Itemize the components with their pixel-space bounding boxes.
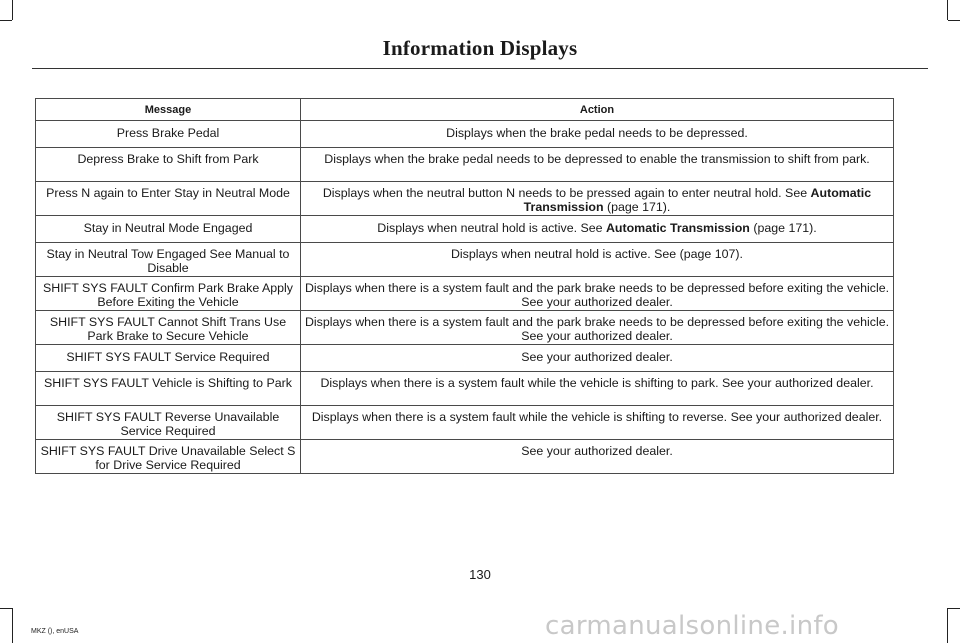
action-text: Displays when the neutral button N needs to be pressed again to enter neutral hold. See (322, 186, 811, 200)
page-number: 130 (469, 567, 491, 582)
cross-reference-link[interactable]: Automatic Transmission (523, 186, 872, 214)
action-cell: See your authorized dealer. (301, 440, 894, 474)
action-cell: Displays when the brake pedal needs to be depressed to enable the transmission to shift from park. (301, 148, 894, 182)
action-cell: Displays when the brake pedal needs to be depressed. (301, 121, 894, 148)
message-cell: SHIFT SYS FAULT Drive Unavailable Select S for Drive Service Required (36, 440, 301, 474)
crop-mark (12, 0, 13, 20)
action-cell: Displays when neutral hold is active. See (page 107). (301, 243, 894, 277)
crop-mark (12, 608, 13, 643)
message-cell: Press N again to Enter Stay in Neutral Mode (36, 182, 301, 216)
action-cell: See your authorized dealer. (301, 345, 894, 372)
table-row (36, 148, 894, 182)
table-row (36, 121, 894, 148)
table-row (36, 277, 894, 311)
table-row (36, 440, 894, 474)
column-header-action: Action (301, 99, 894, 121)
crop-mark (947, 608, 948, 643)
document-code: MKZ (), enUSA (31, 628, 79, 635)
message-cell: Depress Brake to Shift from Park (36, 148, 301, 182)
title-divider (32, 68, 928, 69)
message-cell: SHIFT SYS FAULT Confirm Park Brake Apply Before Exiting the Vehicle (36, 277, 301, 311)
action-text: Displays when neutral hold is active. See (377, 221, 606, 235)
watermark: carmanualsonline.info (545, 611, 840, 641)
message-cell: Press Brake Pedal (36, 121, 301, 148)
action-text: (page 171). (749, 221, 817, 235)
message-cell: SHIFT SYS FAULT Service Required (36, 345, 301, 372)
table-row (36, 406, 894, 440)
crop-mark (0, 20, 12, 21)
page-title: Information Displays (382, 36, 578, 60)
crop-mark (0, 608, 12, 609)
action-cell: Displays when there is a system fault and the park brake needs to be depressed before exiting the vehicle. See your authorized dealer. (301, 277, 894, 311)
action-cell: Displays when there is a system fault while the vehicle is shifting to reverse. See your authorized dealer. (301, 406, 894, 440)
crop-mark (948, 20, 960, 21)
crop-mark (947, 0, 948, 20)
action-cell (301, 182, 894, 216)
message-cell: SHIFT SYS FAULT Vehicle is Shifting to Park (36, 372, 301, 406)
action-cell (301, 216, 894, 243)
table-row (36, 182, 894, 216)
message-cell: Stay in Neutral Tow Engaged See Manual to Disable (36, 243, 301, 277)
table-header-row (36, 99, 894, 121)
column-header-message: Message (36, 99, 301, 121)
action-text: (page 171). (603, 200, 671, 214)
message-table (35, 98, 894, 474)
message-cell: SHIFT SYS FAULT Cannot Shift Trans Use Park Brake to Secure Vehicle (36, 311, 301, 345)
table-row (36, 243, 894, 277)
message-cell: SHIFT SYS FAULT Reverse Unavailable Service Required (36, 406, 301, 440)
table-row (36, 311, 894, 345)
table-row (36, 216, 894, 243)
action-cell: Displays when there is a system fault while the vehicle is shifting to park. See your authorized dealer. (301, 372, 894, 406)
table-row (36, 372, 894, 406)
table-row (36, 345, 894, 372)
message-cell: Stay in Neutral Mode Engaged (36, 216, 301, 243)
action-cell: Displays when there is a system fault and the park brake needs to be depressed before exiting the vehicle. See your authorized dealer. (301, 311, 894, 345)
crop-mark (948, 608, 960, 609)
cross-reference-link[interactable]: Automatic Transmission (605, 221, 750, 235)
